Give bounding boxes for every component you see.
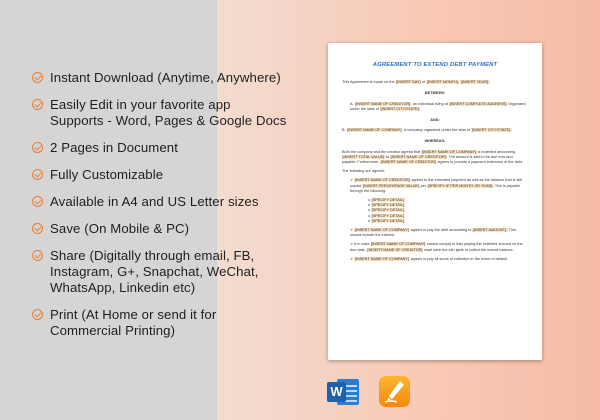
feature-item: [32, 70, 332, 86]
doc-heading: BETWEEN:: [424, 91, 446, 96]
feature-line: Instagram, G+, Snapchat, WeChat,: [50, 264, 259, 279]
feature-line: 2 Pages in Document: [50, 140, 178, 155]
placeholder: [INSERT NAME OF CREDITOR]: [380, 160, 436, 165]
microsoft-word-icon: W: [327, 376, 359, 408]
feature-item: [32, 248, 332, 296]
feature-line: Fully Customizable: [50, 167, 164, 182]
feature-list: [32, 70, 332, 350]
app-icons: [327, 376, 410, 408]
check-circle-icon: [32, 99, 43, 110]
feature-line: Instant Download (Anytime, Anywhere): [50, 70, 281, 85]
doc-party-b: B. [INSERT NAME OF COMPANY], a company organized under the laws of [INSERT CITY/STATE].: [342, 128, 512, 133]
placeholder: [INSERT TOTAL VALUE]: [342, 154, 385, 159]
check-circle-icon: [32, 169, 43, 180]
placeholder: [INSERT NAME OF COMPANY]: [354, 228, 409, 233]
placeholder: [SPECIFY IF PER MONTH OR YEAR].: [427, 183, 494, 188]
feature-line: Print (At Home or send it for: [50, 307, 217, 322]
list-item: o [SPECIFY DETAIL]: [368, 203, 405, 208]
doc-heading: AND:: [430, 118, 440, 123]
feature-line: Share (Digitally through email, FB,: [50, 248, 255, 263]
doc-whereas-text: Both the company and the creditor agreed that [INSERT NAME OF COMPANY] is indebted amounting [INSERT TOTAL VALUE] to [INSERT NAME OF CREDITOR]. The amount is said to be due now and payable. Furthermore, [INSERT NAME OF CREDITOR] agrees to provide a payment extension of the debt.: [342, 149, 524, 165]
placeholder: [INSERT DAY]: [396, 80, 421, 85]
doc-following: The following are agreed:: [342, 169, 385, 174]
feature-line: Save (On Mobile & PC): [50, 221, 190, 236]
placeholder: [INSERT YEAR].: [460, 80, 490, 85]
feature-item: [32, 167, 332, 183]
doc-item: ➢ [INSERT NAME OF COMPANY] agrees to pay the debt amounting to [INSERT AMOUNT]. This should include the interest.: [350, 228, 516, 238]
list-item: o [SPECIFY DETAIL]: [368, 213, 405, 218]
placeholder: [INSERT NAME OF COMPANY]: [371, 242, 426, 247]
feature-item: [32, 140, 332, 156]
apple-pages-icon: [379, 376, 410, 407]
doc-intro: This Agreement is made on the [INSERT DAY] of [INSERT MONTH], [INSERT YEAR].: [342, 80, 490, 85]
feature-item: [32, 97, 332, 129]
check-circle-icon: [32, 72, 43, 83]
placeholder: [INSERT NAME OF COMPANY]: [354, 256, 409, 261]
feature-line: Commercial Printing): [50, 323, 176, 338]
document-title: AGREEMENT TO EXTEND DEBT PAYMENT: [372, 62, 498, 68]
placeholder: [INSERT AMOUNT].: [472, 228, 508, 233]
doc-item: ➢ [INSERT NAME OF CREDITOR] agrees to the extended payment as well as the balance that is still unpaid [INSERT PERCENTAGE VALUE] per [SPECIFY IF PER MONTH OR YEAR]. This is payable through the following:: [350, 178, 522, 193]
doc-item: ➢ If in case [INSERT NAME OF COMPANY] cannot comply in fully paying the indebted amount on the due date, [INSERT NAME OF CREDITOR] shall have the full rights to collect the overall balance.: [350, 242, 523, 252]
doc-heading: WHEREAS:: [424, 139, 446, 144]
placeholder: [INSERT COMPLETE ADDRESS]: [449, 101, 507, 106]
feature-line: WhatsApp, Linkedin etc): [50, 280, 196, 295]
feature-line: Easily Edit in your favorite app: [50, 97, 231, 112]
document-preview: [328, 43, 542, 360]
feature-item: [32, 221, 332, 237]
placeholder: [INSERT NAME OF COMPANY]: [347, 128, 402, 133]
list-item: o [SPECIFY DETAIL]: [368, 208, 405, 213]
placeholder: [INSERT NAME OF CREDITOR].: [390, 154, 447, 159]
placeholder: [INSERT MONTH],: [426, 80, 459, 85]
placeholder: [INSERT CITY/STATE].: [471, 128, 512, 133]
doc-detail-list: [342, 198, 528, 224]
check-circle-icon: [32, 196, 43, 207]
list-item: o [SPECIFY DETAIL]: [368, 218, 405, 223]
placeholder: [INSERT NAME OF CREDITOR]: [367, 247, 423, 252]
check-circle-icon: [32, 250, 43, 261]
placeholder: [INSERT CITY/STATE].: [380, 106, 420, 111]
doc-party-a: A. [INSERT NAME OF CREDITOR], an individual living at [INSERT COMPLETE ADDRESS] Organized under the laws of [INSERT CITY/STATE].: [350, 101, 526, 111]
feature-item: [32, 307, 332, 339]
placeholder: [INSERT PERCENTAGE VALUE]: [362, 183, 420, 188]
placeholder: [INSERT NAME OF CREDITOR]: [355, 101, 411, 106]
check-circle-icon: [32, 309, 43, 320]
feature-item: [32, 194, 332, 210]
feature-line: Supports - Word, Pages & Google Docs: [50, 113, 287, 128]
placeholder: [INSERT NAME OF COMPANY]: [421, 149, 477, 154]
doc-item: ➢ [INSERT NAME OF COMPANY] agrees to pay all sums of collection in the event of default.: [350, 256, 509, 261]
check-circle-icon: [32, 223, 43, 234]
placeholder: [INSERT NAME OF CREDITOR]: [354, 178, 410, 183]
feature-line: Available in A4 and US Letter sizes: [50, 194, 259, 209]
check-circle-icon: [32, 142, 43, 153]
list-item: o [SPECIFY DETAIL]: [368, 198, 405, 203]
